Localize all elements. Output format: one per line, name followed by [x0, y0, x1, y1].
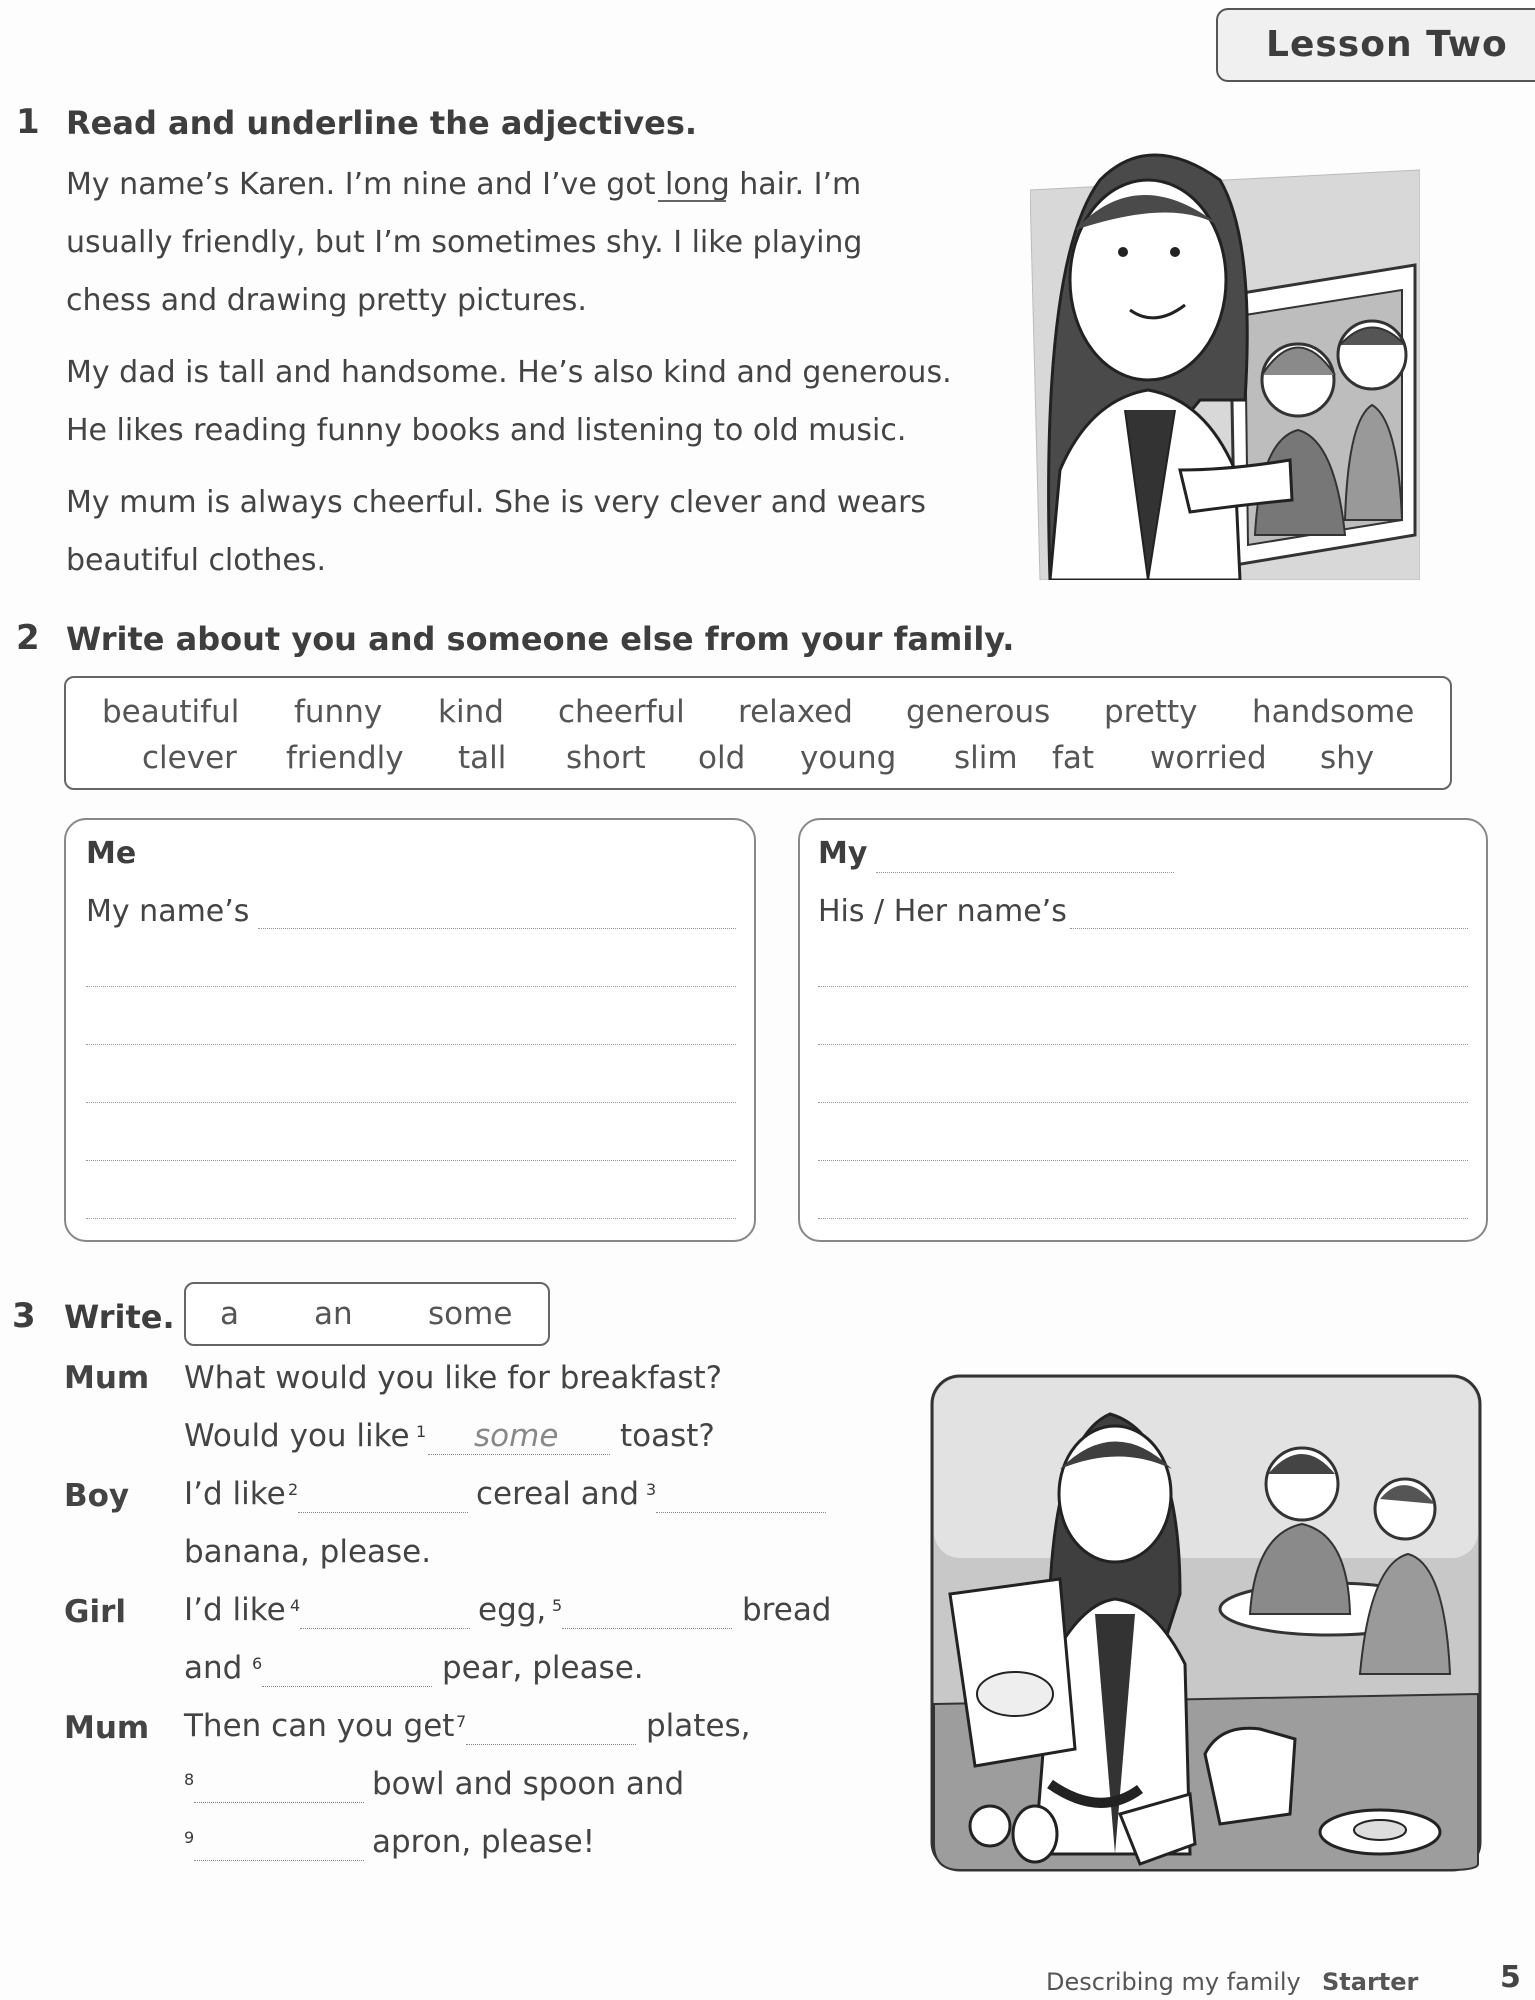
- word: cheerful: [558, 694, 685, 730]
- writing-line[interactable]: [86, 1044, 736, 1045]
- speaker-mum: Mum: [64, 1710, 150, 1746]
- page-number: 5: [1500, 1960, 1521, 1995]
- dialogue-line: bowl and spoon and: [372, 1766, 685, 1802]
- footer-level: Starter: [1322, 1968, 1419, 1996]
- option-word: an: [314, 1296, 353, 1332]
- option-word: a: [220, 1296, 239, 1332]
- word: friendly: [286, 740, 404, 776]
- section1-heading: Read and underline the adjectives.: [66, 104, 698, 142]
- me-name-line[interactable]: [258, 928, 736, 929]
- text-line: He likes reading funny books and listening to old music.: [66, 413, 907, 448]
- dialogue-line: apron, please!: [372, 1824, 596, 1860]
- word: handsome: [1252, 694, 1415, 730]
- text-line: usually friendly, but I’m sometimes shy. I like playing: [66, 225, 863, 260]
- dialogue-line: plates,: [646, 1708, 751, 1744]
- text-line: My dad is tall and handsome. He’s also kind and generous.: [66, 355, 952, 390]
- blank-number: 3: [646, 1480, 657, 1499]
- dialogue-line: I’d like: [184, 1476, 286, 1512]
- lesson-title: Lesson Two: [1266, 24, 1508, 65]
- family-member-name-line[interactable]: [1070, 928, 1468, 929]
- dialogue-line: and: [184, 1650, 243, 1686]
- underline-example: [658, 200, 726, 202]
- example-answer: some: [474, 1418, 559, 1454]
- lesson-tag: [1216, 8, 1535, 82]
- dialogue-line: cereal and: [476, 1476, 640, 1512]
- dialogue-line: Then can you get: [184, 1708, 455, 1744]
- blank-number: 7: [456, 1712, 467, 1731]
- me-title: Me: [86, 836, 137, 871]
- text-line: beautiful clothes.: [66, 543, 327, 578]
- dialogue-line: bread: [742, 1592, 832, 1628]
- writing-line[interactable]: [86, 1102, 736, 1103]
- word: beautiful: [102, 694, 240, 730]
- word: young: [800, 740, 897, 776]
- dialogue-line: egg,: [478, 1592, 547, 1628]
- word: shy: [1320, 740, 1375, 776]
- word: pretty: [1104, 694, 1198, 730]
- section1-paragraph-1: [66, 156, 986, 330]
- answer-blank-8[interactable]: [194, 1802, 364, 1803]
- speaker-boy: Boy: [64, 1478, 130, 1514]
- text-line: My mum is always cheerful. She is very clever and wears: [66, 485, 927, 520]
- blank-number: 8: [184, 1770, 195, 1789]
- section1-number: 1: [16, 102, 40, 142]
- section2-number: 2: [16, 618, 40, 658]
- word: old: [698, 740, 746, 776]
- writing-line[interactable]: [818, 1102, 1468, 1103]
- dialogue-line: toast?: [620, 1418, 715, 1454]
- answer-blank-4[interactable]: [300, 1628, 470, 1629]
- dialogue-line: banana, please.: [184, 1534, 432, 1570]
- word: worried: [1150, 740, 1267, 776]
- illustration-breakfast-scene: [930, 1374, 1482, 1874]
- section3-heading: Write.: [64, 1298, 175, 1336]
- blank-number: 9: [184, 1828, 195, 1847]
- me-name-prompt: My name’s: [86, 894, 250, 929]
- word: slim: [954, 740, 1018, 776]
- section3-number: 3: [12, 1296, 36, 1336]
- section2-heading: Write about you and someone else from your family.: [66, 620, 1015, 658]
- section1-paragraph-3: [66, 474, 986, 590]
- my-title: My: [818, 836, 868, 871]
- text-line: chess and drawing pretty pictures.: [66, 283, 587, 318]
- me-panel: [64, 818, 756, 1242]
- text-line: [66, 156, 986, 214]
- blank-number: 2: [288, 1480, 299, 1499]
- word-bank: [64, 676, 1452, 790]
- answer-blank-9[interactable]: [194, 1860, 364, 1861]
- family-member-name-prompt: His / Her name’s: [818, 894, 1067, 929]
- writing-line[interactable]: [818, 986, 1468, 987]
- answer-blank-6[interactable]: [262, 1686, 432, 1687]
- writing-line[interactable]: [86, 1160, 736, 1161]
- writing-line[interactable]: [818, 1218, 1468, 1219]
- text-line-content: My name’s Karen. I’m nine and I’ve got long hair. I’m: [66, 167, 862, 202]
- word: short: [566, 740, 646, 776]
- word: fat: [1052, 740, 1095, 776]
- speaker-girl: Girl: [64, 1594, 126, 1630]
- blank-number: 6: [252, 1654, 263, 1673]
- answer-blank-7[interactable]: [466, 1744, 636, 1745]
- section1-paragraph-2: [66, 344, 986, 460]
- answer-blank-1[interactable]: [428, 1454, 610, 1455]
- dialogue-line: I’d like: [184, 1592, 286, 1628]
- illustration-karen-photo: [1030, 140, 1420, 580]
- family-member-panel: [798, 818, 1488, 1242]
- speaker-mum: Mum: [64, 1360, 150, 1396]
- writing-line[interactable]: [86, 1218, 736, 1219]
- blank-number: 5: [552, 1596, 563, 1615]
- answer-blank-3[interactable]: [656, 1512, 826, 1513]
- answer-blank-5[interactable]: [562, 1628, 732, 1629]
- dialogue-line: What would you like for breakfast?: [184, 1360, 723, 1396]
- option-box: [184, 1282, 550, 1346]
- answer-blank-2[interactable]: [298, 1512, 468, 1513]
- footer-topic: Describing my family: [1046, 1968, 1301, 1996]
- writing-line[interactable]: [86, 986, 736, 987]
- blank-number: 1: [416, 1422, 427, 1441]
- word: tall: [458, 740, 507, 776]
- writing-line[interactable]: [818, 1044, 1468, 1045]
- dialogue-line: pear, please.: [442, 1650, 644, 1686]
- dialogue-line: Would you like: [184, 1418, 410, 1454]
- word: generous: [906, 694, 1051, 730]
- blank-number: 4: [290, 1596, 301, 1615]
- word: relaxed: [738, 694, 853, 730]
- word: funny: [294, 694, 383, 730]
- family-member-line[interactable]: [876, 872, 1174, 873]
- writing-line[interactable]: [818, 1160, 1468, 1161]
- option-word: some: [428, 1296, 513, 1332]
- word: kind: [438, 694, 504, 730]
- word: clever: [142, 740, 237, 776]
